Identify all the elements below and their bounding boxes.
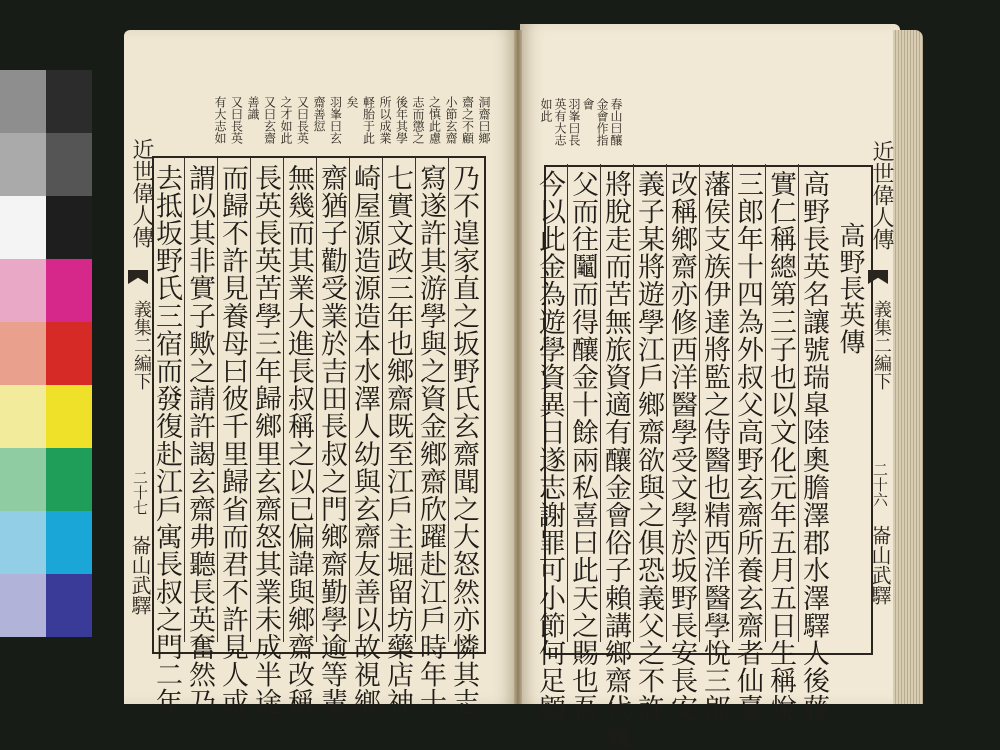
text-column: 今以此金為遊學資異日遂志謝罪可小節何足顧 <box>534 170 565 722</box>
head-note-line: 如此 <box>539 98 553 122</box>
column-rule <box>765 164 766 642</box>
text-column: 實仁稱總第三子也以文化元年五月五日生稱悅 <box>765 170 796 722</box>
color-swatch <box>46 196 92 259</box>
color-swatch <box>46 133 92 196</box>
head-note-line: 羽峯曰長 <box>567 98 581 146</box>
column-rule <box>633 164 634 642</box>
color-swatch <box>46 448 92 511</box>
color-swatch <box>0 448 46 511</box>
text-column: 長英長英苦學三年歸鄉里玄齋怒其業未成半途 <box>250 164 281 716</box>
text-column: 改稱鄉齋亦修西洋醫學受文學於坂野長安長安 <box>666 170 697 722</box>
text-column: 義子某將遊學江戶鄉齋欲與之俱恐義父之不許 <box>633 170 664 722</box>
head-note-line: 之才如此 <box>279 96 293 144</box>
head-note-line: 小節玄齋 <box>444 96 458 144</box>
head-note-line: 羽峯曰玄 <box>328 96 343 144</box>
head-note-line: 後年其學 <box>394 96 409 144</box>
color-swatch <box>46 259 92 322</box>
head-note-line: 英有大志 <box>553 98 567 146</box>
color-swatch <box>0 70 46 133</box>
left-margin-page-number: 二十七 <box>131 470 149 515</box>
head-note-line: 之慎此慮 <box>427 96 442 144</box>
column-rule <box>567 164 568 642</box>
right-margin-page-number: 二十六 <box>871 462 889 507</box>
head-note-line: 金會作指 <box>595 98 609 146</box>
color-swatch <box>46 70 92 133</box>
column-rule <box>316 158 317 642</box>
text-column: 無幾而其業大進長叔稱之以已偏諱與鄉齋改稱 <box>283 164 314 716</box>
head-note-line: 會 <box>581 98 595 110</box>
color-swatch <box>0 196 46 259</box>
head-note-line: 志而懲之 <box>411 96 425 144</box>
text-column: 而歸不許見養母曰彼千里歸省而君不許見人或 <box>217 164 248 716</box>
head-note-line: 善識 <box>246 96 260 120</box>
book-gutter <box>514 30 522 704</box>
right-margin-subtitle: 義集二編下 <box>871 300 892 390</box>
head-note-line: 所以成業 <box>378 96 392 144</box>
column-rule <box>349 158 350 642</box>
head-note-line: 又曰長英 <box>295 96 310 144</box>
text-column: 崎屋源造源造本水澤人幼與玄齋友善以故視鄉 <box>349 164 380 716</box>
column-rule <box>732 164 733 642</box>
right-margin-publisher: 崙山武驛 <box>868 525 892 605</box>
head-note-line: 又曰長英 <box>229 96 244 144</box>
column-rule <box>666 164 667 642</box>
text-column: 高野長英名讓號瑞皐陸奧膽澤郡水澤驛人後藤 <box>798 170 829 722</box>
head-note-line: 洞齋曰鄉 <box>477 96 491 144</box>
page-edges <box>893 30 923 704</box>
head-note-line: 有大志如 <box>213 96 227 144</box>
head-note-line: 齋之不顧 <box>460 96 475 144</box>
head-note-line: 矣 <box>345 96 359 108</box>
color-swatch <box>0 511 46 574</box>
text-column: 寫遂許其游學與之資金鄉齋欣躍赴江戶時年十 <box>415 164 446 716</box>
column-rule <box>699 164 700 642</box>
color-swatch <box>0 385 46 448</box>
column-rule <box>448 158 449 642</box>
text-column: 三郎年十四為外叔父高野玄齋所養玄齋者仙臺 <box>732 170 763 722</box>
head-note-line: 又曰玄齋 <box>262 96 277 144</box>
column-rule <box>283 158 284 642</box>
column-rule <box>250 158 251 642</box>
column-rule <box>798 164 799 642</box>
text-column: 將脫走而苦無旅資適有釀金會俗子賴講鄉齋代義 <box>600 170 631 750</box>
color-swatch <box>46 385 92 448</box>
head-note-line: 軽胎于此 <box>361 96 376 144</box>
column-rule <box>382 158 383 642</box>
color-swatch <box>46 322 92 385</box>
text-column: 父而往鬮而得釀金十餘兩私喜曰此天之賜也吾 <box>567 170 598 722</box>
color-swatch <box>0 574 46 637</box>
color-swatch <box>0 322 46 385</box>
text-column: 謂以其非實子歟之請許謁玄齋弗聽長英奮然乃 <box>184 164 215 716</box>
left-margin-publisher: 崙山武驛 <box>128 535 152 615</box>
color-swatch <box>0 133 46 196</box>
section-title: 高野長英傳 <box>835 222 865 355</box>
text-column: 藩侯支族伊達將監之侍醫也精西洋醫學悅三郎 <box>699 170 730 722</box>
column-rule <box>415 158 416 642</box>
text-column: 乃不遑家直之坂野氏玄齋聞之大怒然亦憐其志 <box>448 164 479 716</box>
head-note-line: 齋善愆 <box>312 96 326 132</box>
right-margin-title: 近世偉人傳 <box>869 140 894 250</box>
left-margin-title: 近世偉人傳 <box>129 138 154 248</box>
column-rule <box>600 164 601 642</box>
head-note-line: 春山曰釀 <box>609 98 623 146</box>
color-swatch <box>46 511 92 574</box>
color-checker-strip <box>0 70 92 636</box>
text-column: 去抵坂野氏三宿而發復赴江戶寓長叔之門二年 <box>151 164 182 716</box>
column-rule <box>217 158 218 642</box>
text-column: 七實文政三年也鄉齋既至江戶主堀留坊藥店神 <box>382 164 413 716</box>
text-column: 齋猶子勸受業於吉田長叔之門鄉齋勤學逾等輩 <box>316 164 347 716</box>
left-margin-subtitle: 義集二編下 <box>131 300 152 390</box>
color-swatch <box>0 259 46 322</box>
column-rule <box>184 158 185 642</box>
color-swatch <box>46 574 92 637</box>
